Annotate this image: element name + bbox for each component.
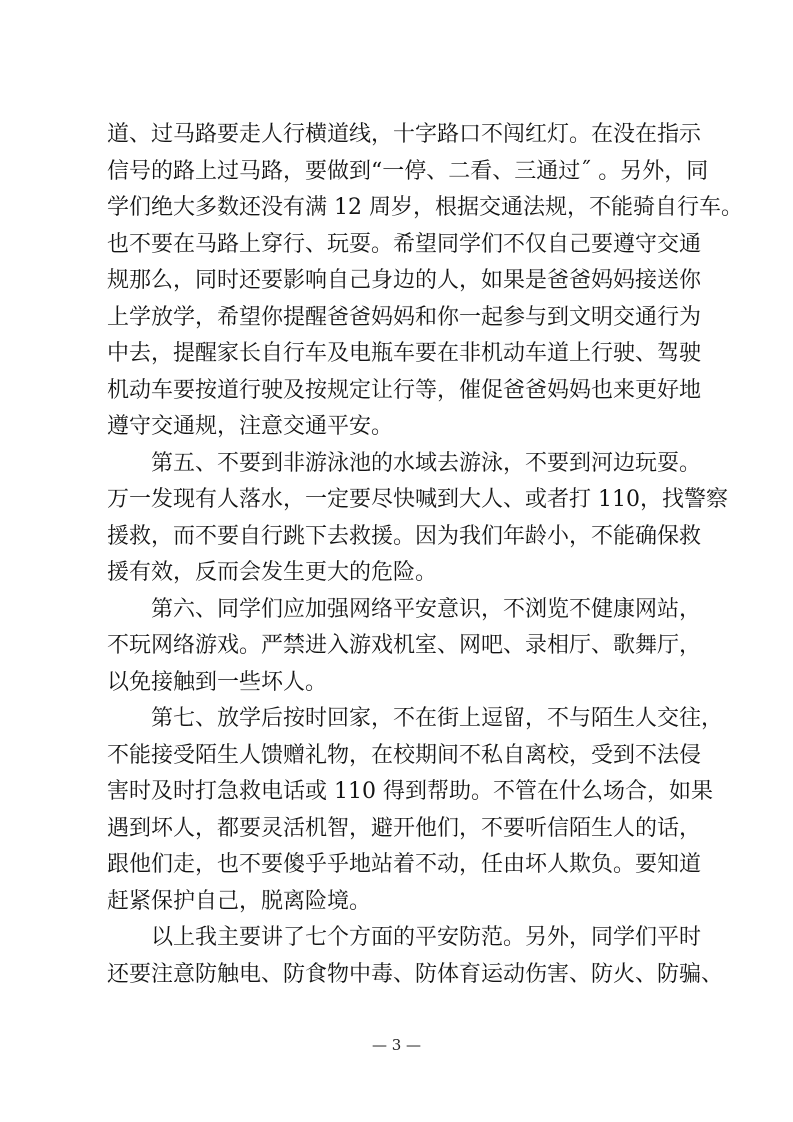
paragraph-six-start: 第六、同学们应加强网络平安意识，不浏览不健康网站， — [151, 596, 702, 622]
text-line: 学们绝大多数还没有满 12 周岁，根据交通法规，不能骑自行车。 — [107, 195, 743, 220]
text-line: 不能接受陌生人馈赠礼物，在校期间不私自离校，受到不法侵 — [107, 742, 702, 768]
page-number: — 3 — — [371, 1036, 422, 1054]
text-line: 遵守交通规，注意交通平安。 — [107, 414, 394, 439]
text-line: 以免接触到一些坏人。 — [107, 669, 328, 695]
text-line: 机动车要按道行驶及按规定让行等，催促爸爸妈妈也来更好地 — [107, 377, 702, 403]
text-line: 中去，提醒家长自行车及电瓶车要在非机动车道上行驶、驾驶 — [107, 341, 702, 366]
text-line: 援有效，反而会发生更大的危险。 — [107, 560, 438, 585]
text-line: 万一发现有人落水，一定要尽快喊到大人、或者打 110，找警察 — [107, 487, 728, 512]
text-line: 道、过马路要走人行横道线，十字路口不闯红灯。在没在指示 — [107, 122, 702, 147]
text-line: 还要注意防触电、防食物中毒、防体育运动伤害、防火、防骗、 — [107, 961, 724, 987]
text-line: 赶紧保护自己，脱离险境。 — [107, 888, 372, 914]
text-line: 也不要在马路上穿行、玩耍。希望同学们不仅自己要遵守交通 — [107, 231, 702, 257]
paragraph-seven-start: 第七、放学后按时回家，不在街上逗留，不与陌生人交往， — [151, 706, 724, 731]
text-line: 遇到坏人，都要灵活机智，避开他们，不要听信陌生人的话， — [107, 815, 702, 841]
text-line: 害时及时打急救电话或 110 得到帮助。不管在什么场合，如果 — [107, 779, 713, 804]
paragraph-five-start: 第五、不要到非游泳池的水域去游泳，不要到河边玩耍。 — [151, 450, 702, 476]
text-line: 上学放学，希望你提醒爸爸妈妈和你一起参与到文明交通行为 — [107, 304, 702, 330]
text-line: 规那么，同时还要影响自己身边的人，如果是爸爸妈妈接送你 — [107, 268, 702, 293]
text-line: 跟他们走，也不要傻乎乎地站着不动，任由坏人欺负。要知道 — [107, 852, 702, 877]
paragraph-summary-start: 以上我主要讲了七个方面的平安防范。另外，同学们平时 — [151, 925, 702, 950]
text-line: 不玩网络游戏。严禁进入游戏机室、网吧、录相厅、歌舞厅， — [107, 633, 702, 658]
text-line: 信号的路上过马路，要做到“一停、二看、三通过˝ 。另外，同 — [107, 158, 709, 184]
text-line: 援救，而不要自行跳下去救援。因为我们年龄小，不能确保救 — [107, 523, 702, 549]
body-text — [107, 117, 743, 993]
